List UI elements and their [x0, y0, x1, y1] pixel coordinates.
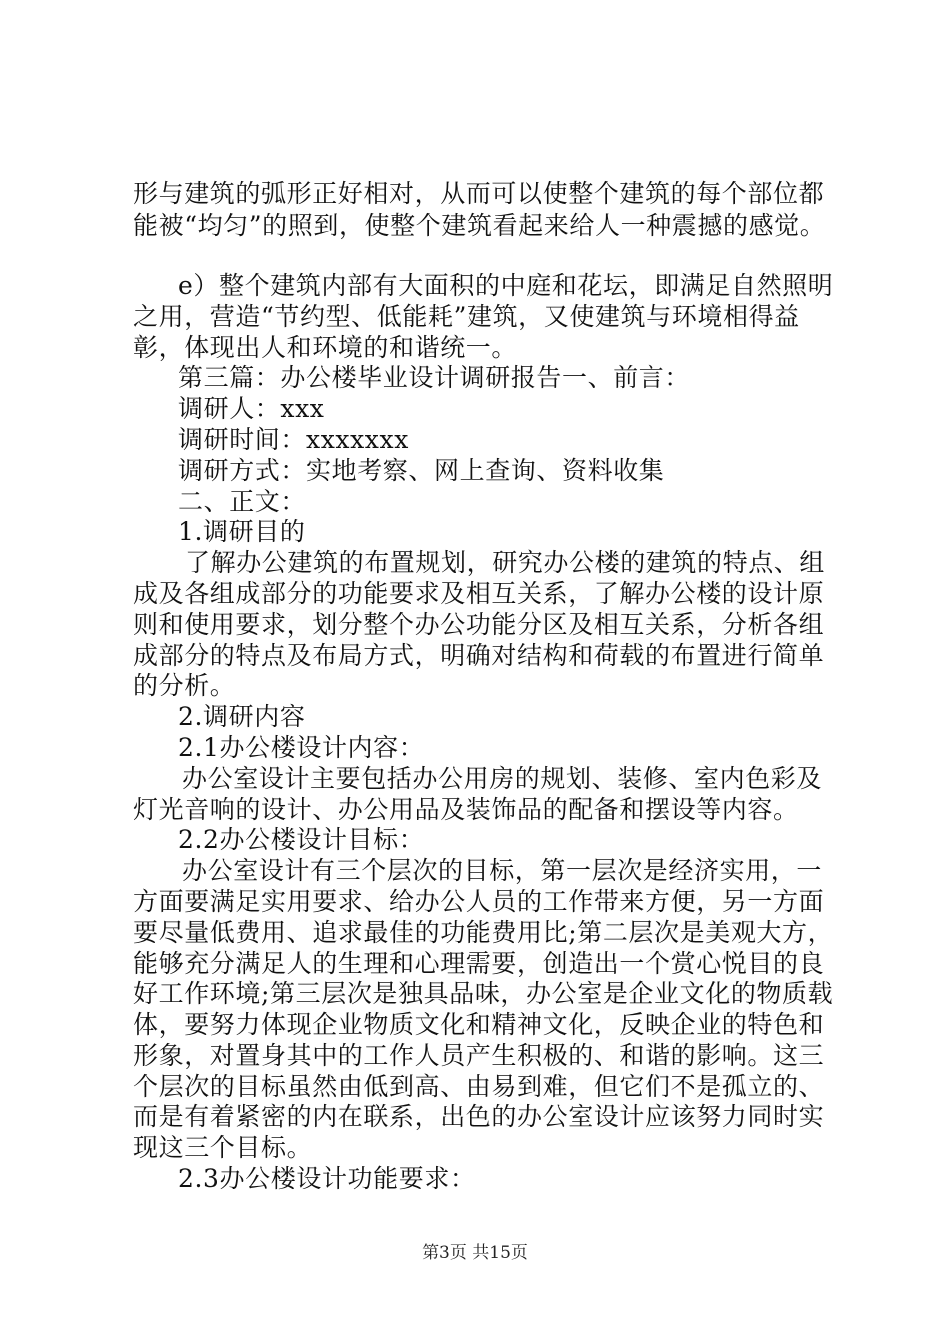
text-line: 个层次的目标虽然由低到高、由易到难，但它们不是孤立的、 [133, 1072, 825, 1101]
text-line: 能被“均匀”的照到，使整个建筑看起来给人一种震撼的感觉。 [133, 211, 826, 240]
text-line: 形与建筑的弧形正好相对，从而可以使整个建筑的每个部位都 [133, 179, 825, 208]
text-line: 办公室设计有三个层次的目标，第一层次是经济实用，一 [182, 856, 823, 885]
section-heading: 第三篇：办公楼毕业设计调研报告一、前言： [178, 363, 691, 392]
text-line: 现这三个目标。 [133, 1133, 313, 1162]
text-line: 方面要满足实用要求、给办公人员的工作带来方便，另一方面 [133, 887, 825, 916]
text-line: e）整个建筑内部有大面积的中庭和花坛，即满足自然照明 [178, 271, 834, 300]
text-line: 调研时间：xxxxxxx [178, 425, 409, 454]
text-line: 之用，营造“节约型、低能耗”建筑，又使建筑与环境相得益 [133, 302, 800, 331]
text-line: 调研人：xxx [178, 394, 325, 423]
text-line: 要尽量低费用、追求最佳的功能费用比;第二层次是美观大方， [133, 918, 834, 947]
text-line: 调研方式：实地考察、网上查询、资料收集 [178, 456, 665, 485]
text-line: 办公室设计主要包括办公用房的规划、装修、室内色彩及 [182, 764, 823, 793]
subsection-heading: 2.调研内容 [178, 702, 306, 731]
text-line: 能够充分满足人的生理和心理需要，创造出一个赏心悦目的良 [133, 949, 825, 978]
text-line: 灯光音响的设计、办公用品及装饰品的配备和摆设等内容。 [133, 795, 799, 824]
section-heading: 二、正文： [178, 487, 307, 516]
page-number-footer: 第3页 共15页 [422, 1243, 528, 1263]
text-line: 则和使用要求，划分整个办公功能分区及相互关系，分析各组 [133, 610, 825, 639]
subsection-heading: 2.3办公楼设计功能要求： [178, 1164, 476, 1193]
text-line: 的分析。 [133, 671, 236, 700]
text-line: 成及各组成部分的功能要求及相互关系，了解办公楼的设计原 [133, 579, 825, 608]
text-line: 彰，体现出人和环境的和谐统一。 [133, 333, 518, 362]
subsection-heading: 2.2办公楼设计目标： [178, 825, 425, 854]
subsection-heading: 2.1办公楼设计内容： [178, 733, 425, 762]
text-line: 体，要努力体现企业物质文化和精神文化，反映企业的特色和 [133, 1010, 825, 1039]
text-line: 了解办公建筑的布置规划，研究办公楼的建筑的特点、组 [185, 548, 826, 577]
text-line: 而是有着紧密的内在联系，出色的办公室设计应该努力同时实 [133, 1102, 825, 1131]
text-line: 好工作环境;第三层次是独具品味，办公室是企业文化的物质载 [133, 979, 834, 1008]
subsection-heading: 1.调研目的 [178, 517, 306, 546]
text-line: 形象，对置身其中的工作人员产生积极的、和谐的影响。这三 [133, 1041, 825, 1070]
text-line: 成部分的特点及布局方式，明确对结构和荷载的布置进行简单 [133, 641, 825, 670]
